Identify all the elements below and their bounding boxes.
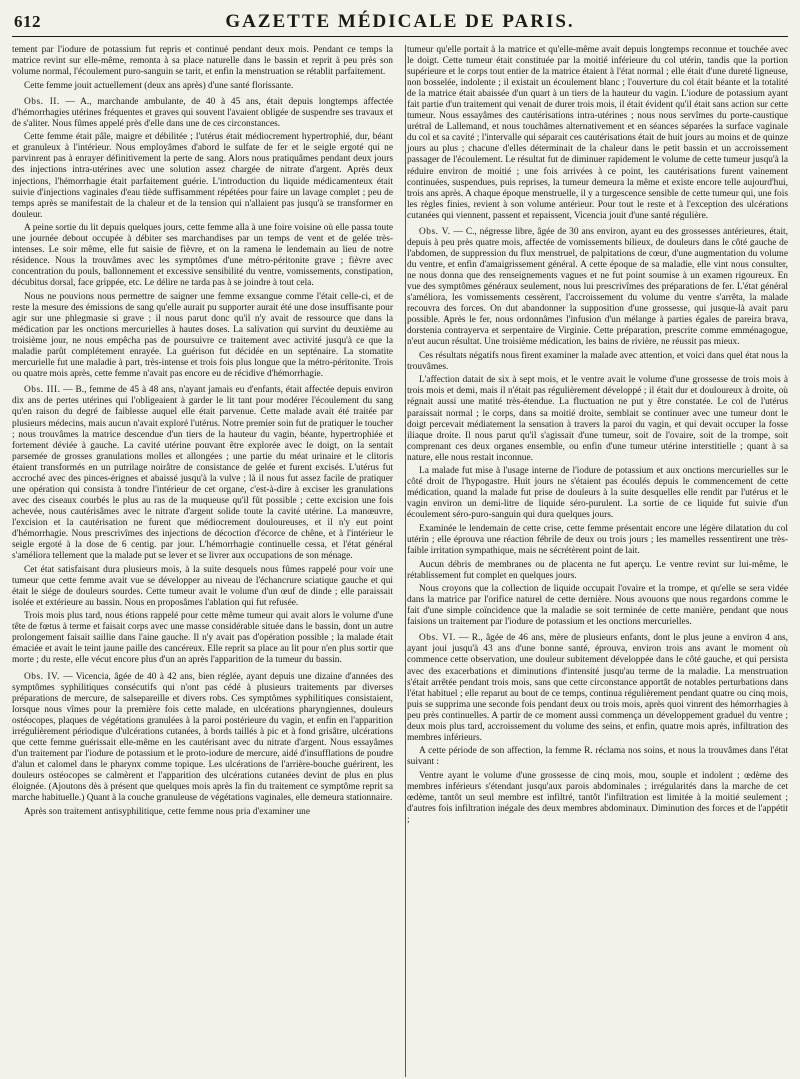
paragraph-text: A peine sortie du lit depuis quelques jours, cette femme alla à une foire voisine où elle passa toute une journée debout occupée à débiter ses marchandises par un temps de vent et de gelée très-intenses. Le soir même, elle fut saisie de fièvre, et on la ramena le lendemain au lieu de notre résidence. Nous la trouvâmes avec les symptômes d'une métro-péritonite grave ; fièvre avec concentration du pouls, ballonnement et excessive sensibilité du ventre, vomissements, constipation, décubitus dorsal, face grippée, etc. Le délire ne tarda pas à se joindre à tout cela. (12, 223, 393, 289)
paragraph (12, 292, 393, 380)
paragraph-text: Cet état satisfaisant dura plusieurs mois, à la suite desquels nous fûmes rappelé pour voir une tumeur que cette femme avait vue se développer au niveau de l'échancrure sciatique gauche et qui était le siége de douleurs sourdes. Cette tumeur avait le volume d'un œuf de dinde ; elle paraissait isolée et extérieure au bassin. Nous en proposâmes l'ablation qui fut refusée. (12, 564, 393, 608)
paragraph-text: Ventre ayant le volume d'une grossesse de cinq mois, mou, souple et indolent ; œdème des membres inférieurs s'étendant jusqu'aux parois abdominales ; irrégularités dans la marche de cet œdème, tantôt un seul membre est infiltré, tantôt l'infiltration est limitée à la moitié seulement ; d'autres fois infiltration inégale des deux membres abdominaux. Diminution des forces et de l'appétit ; (407, 770, 788, 826)
paragraph (407, 584, 788, 628)
paragraph (12, 807, 393, 818)
paragraph-text: Trois mois plus tard, nous étions rappelé pour cette même tumeur qui avait alors le volume d'une tête de fœtus à terme et faisait corps avec une masse considérable située dans le bassin, dont un autre prolongement faisait saillie dans l'aine gauche. Il n'y avait pas d'opération possible ; la malade était émaciée et avait le teint jaune paille des cancéreux. Elle reprit sa place au lit pour n'en plus sortir que morte ; du reste, elle vécut encore plus d'un an après l'apparition de la tumeur du bassin. (12, 611, 393, 666)
paragraph (407, 524, 788, 557)
paragraph-text: La malade fut mise à l'usage interne de l'iodure de potassium et aux onctions mercurielles sur le côté droit de l'hypogastre. Huit jours ne s'étaient pas écoulés depuis le commencement de cette médication, quand la malade fut prise de douleurs à la suite desquelles elle rendit par l'utérus et le vagin environ un demi-litre de liquide séro-purulent. La sortie de ce liquide fut suivie d'un écoulement séro-puro-sanguin qui dura quelques jours. (407, 466, 788, 521)
paragraph-text: — B., femme de 45 à 48 ans, n'ayant jamais eu d'enfants, était affectée depuis environ dix ans de pertes utérines qui l'obligeaient à garder le lit tant pour modérer l'écoulement du sang qu'en raison du degré de faiblesse auquel elle était parvenue. Cette malade avait été traitée par plusieurs médecins, mais aucun n'avait exploré l'utérus. Notre premier soin fut de pratiquer le toucher ; nous trouvâmes la matrice descendue d'un tiers de la hauteur du vagin, béante, hypertrophiée et fortement déviée à gauche. La cavité utérine pouvant être explorée avec le doigt, on la sentait parsemée de grosses granulations molles et allongées ; une partie du méat urinaire et le clitoris étaient transformés en un putrilage noirâtre de consistance de gelée et furent excisés. L'utérus fut accroché avec des pinces-érignes et abaissé jusqu'à la vulve ; là il nous fut assez facile de pratiquer une opération qui consista à tondre l'intérieur de cet organe, c'est-à-dire à exciser les granulations avec des ciseaux courbés le plus au ras de la muqueuse qu'il fût possible ; cette excision une fois achevée, nous cautérisâmes avec le nitrate d'argent solide toute la cavité utérine. La manœuvre, l'excision et la cautérisation ne furent que médiocrement douloureuses, et il n'y eut point d'hémorrhagie. Nous prescrivîmes des injections de décoction d'écorce de chêne, et à l'intérieur le seigle ergoté à la dose de 6 centig. par jour. L'hémorrhagie continuelle cessa, et l'état général s'améliora tellement que la malade put se lever et se livrer aux occupations de son ménage. (12, 385, 393, 562)
paragraph-text: Examinée le lendemain de cette crise, cette femme présentait encore une légère dilatation du col utérin ; elle éprouva une réaction fébrile de deux ou trois jours ; les mamelles ressentirent une très-faible irritation sympathique, mais ne sécrétèrent point de lait. (407, 523, 788, 557)
paragraph-text: — A., marchande ambulante, de 40 à 45 ans, était depuis longtemps affectée d'hémorrhagies utérines fréquentes et graves qui souvent l'avaient obligée de suspendre ses travaux et de s'aliter. Nous fûmes appelé près d'elle dans une de ces circonstances. (12, 96, 393, 129)
paragraph-text: Cette femme était pâle, maigre et débilitée ; l'utérus était médiocrement hypertrophié, dur, béant et granuleux à l'intérieur. Nous employâmes d'abord le sulfate de fer et le seigle ergoté qui ne parvinrent pas à enrayer définitivement la perte de sang. Alors nous pratiquâmes pendant deux jours des injections intra-utérines avec une solution assez chargée de nitrate d'argent. Après deux injections, l'hémorrhagie était parfaitement guérie. L'introduction du liquide médicamenteux était suivie d'injections vaginales d'eau tiède suffisamment répétées pour faire un lavage complet ; peu de temps après se manifestait de la chaleur et de la tension qui n'allaient pas jusqu'à se transformer en douleur. (12, 132, 393, 220)
paragraph (12, 81, 393, 92)
paragraph (12, 672, 393, 805)
paragraph-text: Nous ne pouvions nous permettre de saigner une femme exsangue comme l'était celle-ci, et de reste la mesure des émissions de sang qu'elle aurait pu supporter aurait été une dose insuffisante pour agir sur une phlegmasie si grave ; il nous parut donc qu'il n'y avait de ressource que dans la médication par les onctions mercurielles à hautes doses. La salivation qui survint du deuxième au troisième jour, ne nous empêcha pas de poursuivre ce traitement avec activité jusqu'à ce que la maladie parût complétement enrayée. La guérison fut décidée en un septénaire. La stomatite mercurielle fut une maladie à part, très-intense et trois fois plus longue que la métro-péritonite. Trois ou quatre mois après, cette femme n'avait pas encore eu de récidive d'hémorrhagie. (12, 291, 393, 380)
page-number: 612 (14, 12, 41, 31)
paragraph-text: Aucun débris de membranes ou de placenta ne fut aperçu. Le ventre revint sur lui-même, le rétablissement fut complet en quelques jours. (407, 559, 788, 581)
paragraph (407, 633, 788, 743)
paragraph (407, 771, 788, 826)
paragraph (407, 227, 788, 349)
paragraph (407, 45, 788, 222)
paragraph-text: Cette femme jouit actuellement (deux ans après) d'une santé florissante. (24, 80, 294, 91)
left-column (12, 45, 393, 1077)
paragraph-text: — Vicencia, âgée de 40 à 42 ans, bien réglée, ayant depuis une dizaine d'années des symptômes syphilitiques consécutifs qui n'ont pas cédé à plusieurs traitements par diverses préparations de mercure, de salsepareille et divers robs. Ces symptômes syphilitiques consistaient, lorsque nous vîmes pour la première fois cette malade, en ulcérations pharyngiennes, douleurs ostéocopes, plaques de végétations granulées à la paroi postérieure du vagin, et enfin en l'apparition irrégulièrement périodique d'ulcérations cutanées, à bords taillés à pic et à fond grisâtre, ulcérations que cette femme guérissait elle-même en les cautérisant avec du nitrate d'argent. Nous essayâmes d'un traitement par l'iodure de potassium et le proto-iodure de mercure, aidé d'insufflations de poudre d'alun et calomel dans le pharynx comme topique. Les ulcérations de l'arrière-bouche guérirent, les douleurs ostéocopes se calmèrent et l'apparition des ulcérations cutanées devint de plus en plus éloignée. (Ajoutons dès à présent que quelques mois après la fin du traitement ce symptôme reprit sa marche habituelle.) Quant à la couche granuleuse de végétations vaginales, elle demeura stationnaire. (12, 671, 393, 804)
right-column (407, 45, 788, 1077)
observation-label: Obs. III. (24, 385, 61, 396)
paragraph-text: A cette période de son affection, la femme R. réclama nos soins, et nous la trouvâmes dans l'état suivant : (407, 746, 788, 768)
observation-label: Obs. IV. (24, 671, 60, 682)
paragraph (12, 45, 393, 78)
paragraph (12, 223, 393, 289)
paragraph (407, 746, 788, 768)
paragraph (407, 375, 788, 463)
paragraph (407, 351, 788, 373)
journal-title: GAZETTE MÉDICALE DE PARIS. (225, 11, 575, 32)
paragraph (12, 565, 393, 609)
paragraph-text: tumeur qu'elle portait à la matrice et qu'elle-même avait depuis longtemps reconnue et touchée avec le doigt. Cette tumeur était constituée par la moitié inférieure du col utérin, tandis que la portion supérieure et le corps tout entier de la matrice étaient à l'état normal ; elle était d'une dureté ligneuse, non bosselée, indolente ; il existait un écoulement blanc ; l'ouverture du col était béante et la totalité de la matrice était abaissée d'un quart à un tiers de la hauteur du vagin. L'iodure de potassium ayant fait partie d'un traitement qui venait de durer trois mois, il était évident qu'il était sans action sur cette tumeur. Nous essayâmes des cautérisations intra-utérines ; nous nous servîmes du porte-caustique urétral de Lallemand, et nous touchâmes alternativement et en séances séparées la surface vaginale du col et sa cavité ; l'intervalle qui séparait ces cautérisations était de huit jours au moins et de quinze jours au plus ; chacune d'elles déterminait de la chaleur dans le petit bassin et un accroissement passager de l'écoulement. Le résultat fut de diminuer rapidement le volume de cette tumeur jusqu'à la réduire environ de moitié ; une fois arrivées à ce point, les cautérisations furent vainement continuées, suspendues, puis reprises, la tumeur demeura la même et existe encore telle aujourd'hui, trois ans après. A chaque époque menstruelle, il y a turgescence sensible de cette tumeur qui, une fois les règles finies, revient à son volume antérieur. Pour tout le reste et à l'exception des ulcérations cutanées qui viennent, passent et repaissent, Vicencia jouit d'une santé régulière. (407, 45, 788, 221)
column-divider (405, 45, 406, 1077)
paragraph-text: L'affection datait de six à sept mois, et le ventre avait le volume d'une grossesse de trois mois à trois mois et demi, mais il n'était pas régulièrement développé ; il était dur et douloureux à droite, où régnait aussi une matité très-étendue. La fluctuation ne put y être constatée. Le col de l'utérus paraissait normal ; le corps, dans sa moitié droite, semblait se continuer avec une tumeur dont le doigt percevait médiatement la sensation à travers la paroi du vagin, et qui devait occuper la fosse iliaque droite. Il nous parut qu'il s'agissait d'une tumeur, soit de l'ovaire, soit de la trompe, soit comprenant ces deux organes ensemble, ou enfin d'une tumeur utérine interstitielle ; quant à sa nature, elle nous restait inconnue. (407, 375, 788, 463)
observation-label: Obs. II. (24, 96, 60, 107)
paragraph-text: Nous croyons que la collection de liquide occupait l'ovaire et la trompe, et qu'elle se sera vidée dans la matrice par l'orifice naturel de cette dernière. Nous avouons que nous regardons comme le fait d'une simple coïncidence que la maladie se soit terminée de cette manière, pendant que nous faisions un traitement par l'iodure de potassium et les onctions mercurielles. (407, 584, 788, 628)
paragraph-text: — C., négresse libre, âgée de 30 ans environ, ayant eu des grossesses antérieures, était, depuis à peu près quatre mois, affectée de vomissements bilieux, de douleurs dans le côté gauche de l'abdomen, de suppression du flux menstruel, de palpitations de cœur, d'une augmentation du volume du ventre, et enfin d'amaigrissement général. A cette époque de sa maladie, elle vint nous consulter, ne nous donna que des renseignements vagues et ne fut point soumise à un examen rigoureux. En vue des symptômes généraux seulement, nous lui prescrivîmes des préparations de fer. L'état général s'améliora, les vomissements cessèrent, l'accroissement du volume du ventre s'arrêta, la malade recouvra des forces. On dut abandonner la supposition d'une grossesse, qui jusque-là avait paru possible. Après le fer, nous ordonnâmes l'infusion d'un mélange à parties égales de pareira brava, dorstenia contrayerva et serpentaire de Virginie. Cette préparation, prescrite comme emménagogue, n'eut aucun résultat. Une troisième médication, les bains de rivière, ne réussit pas mieux. (407, 226, 788, 348)
page-header (12, 10, 788, 37)
paragraph (12, 132, 393, 220)
paragraph (12, 97, 393, 130)
paragraph (12, 385, 393, 562)
text-columns (12, 45, 788, 1077)
paragraph (12, 611, 393, 666)
paragraph (407, 560, 788, 582)
paragraph-text: — R., âgée de 46 ans, mère de plusieurs enfants, dont le plus jeune a environ 4 ans, ayant joui jusqu'à 43 ans d'une bonne santé, éprouva, environ trois ans avant le moment où commence cette observation, une douleur subitement développée dans le côté gauche, et qui persista avec des exacerbations et diminutions d'intensité jusqu'au terme de la maladie. La menstruation s'était arrêtée pendant trois mois, sans que cette circonstance apportât de notables perturbations dans l'état habituel ; elle reparut au bout de ce temps, continua régulièrement pendant quatre ou cinq mois, puis se supprima une seconde fois pendant deux ou trois mois, après quoi vinrent des hémorrhagies à peu près continuelles. A partir de ce moment aussi commença un développement graduel du ventre ; deux mois plus tard, accroissement du volume des seins, et enfin, quatre mois après, infiltration des membres inférieurs. (407, 633, 788, 743)
observation-label: Obs. VI. (419, 633, 456, 644)
paragraph (407, 466, 788, 521)
paragraph-text: Ces résultats négatifs nous firent examiner la malade avec attention, et voici dans quel état nous la trouvâmes. (407, 350, 788, 372)
paragraph-text: Après son traitement antisyphilitique, cette femme nous pria d'examiner une (24, 806, 310, 817)
observation-label: Obs. V. (419, 226, 451, 237)
paragraph-text: tement par l'iodure de potassium fut repris et continué pendant deux mois. Pendant ce temps la matrice revint sur elle-même, remonta à sa place naturelle dans le bassin et reprit à peu près son volume normal, l'écoulement puro-sanguin se tarit, et enfin la menstruation se rétablit parfaitement. (12, 45, 393, 78)
